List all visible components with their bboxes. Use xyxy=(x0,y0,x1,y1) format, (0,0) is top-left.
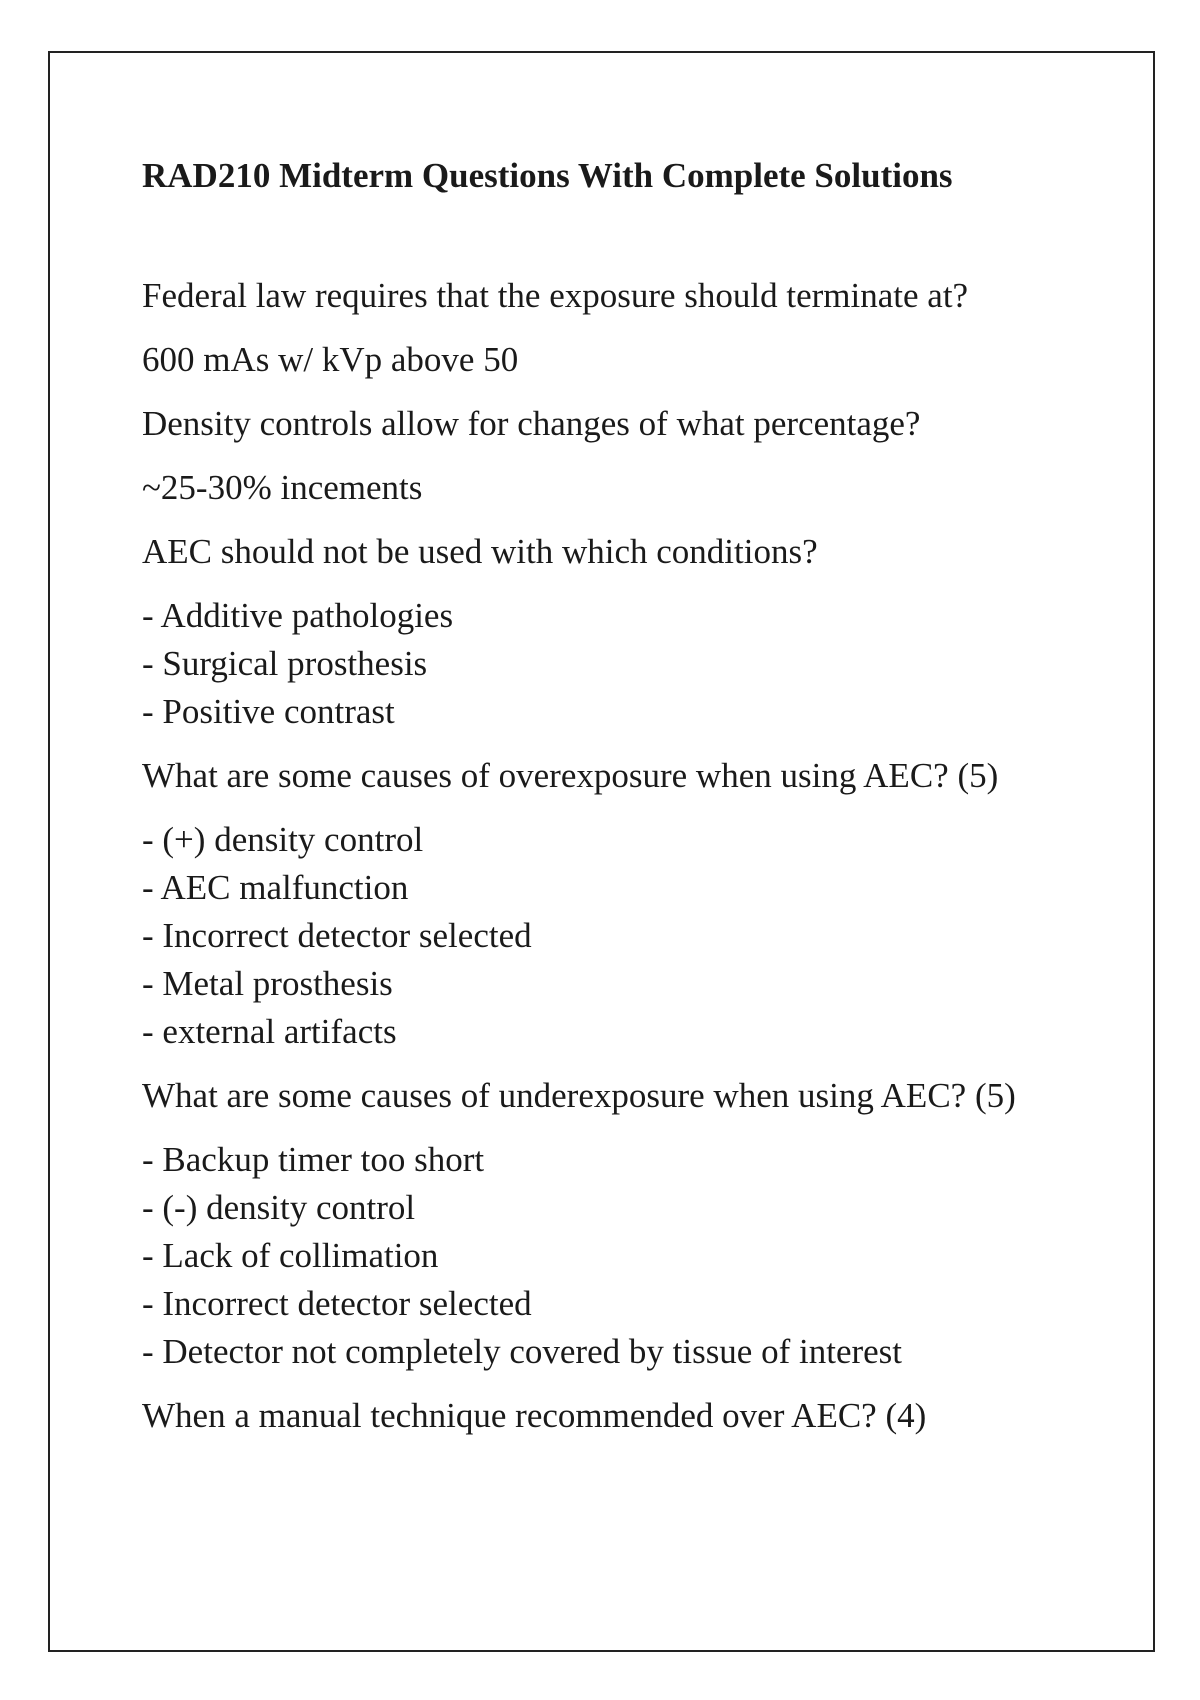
answer-item: - Additive pathologies xyxy=(142,596,454,635)
question-text: What are some causes of overexposure when using AEC? (5) xyxy=(142,756,999,795)
answer-text: ~25-30% incements xyxy=(142,468,423,507)
qa-block-4 xyxy=(142,752,1102,1056)
answer-list xyxy=(142,592,1102,736)
answer-item: - Metal prosthesis xyxy=(142,964,393,1003)
answer-item: - Lack of collimation xyxy=(142,1236,439,1275)
question-text: Federal law requires that the exposure should terminate at? xyxy=(142,276,969,315)
qa-block-2 xyxy=(142,400,1102,512)
answer-item: - Backup timer too short xyxy=(142,1140,485,1179)
answer-item: - AEC malfunction xyxy=(142,868,409,907)
answer-list xyxy=(142,816,1102,1056)
answer-item: - Detector not completely covered by tissue of interest xyxy=(142,1332,903,1371)
answer-list xyxy=(142,1136,1102,1376)
answer-item: - Surgical prosthesis xyxy=(142,644,428,683)
question-text: Density controls allow for changes of what percentage? xyxy=(142,404,921,443)
answer-item: - Incorrect detector selected xyxy=(142,916,532,955)
answer-item: - external artifacts xyxy=(142,1012,397,1051)
document-title: RAD210 Midterm Questions With Complete Solutions xyxy=(142,156,953,195)
question-text: What are some causes of underexposure when using AEC? (5) xyxy=(142,1076,1016,1115)
question-text: When a manual technique recommended over AEC? (4) xyxy=(142,1396,927,1435)
answer-item: - Incorrect detector selected xyxy=(142,1284,532,1323)
document-body xyxy=(142,152,1102,1456)
qa-block-1 xyxy=(142,272,1102,384)
answer-item: - (-) density control xyxy=(142,1188,416,1227)
question-text: AEC should not be used with which conditions? xyxy=(142,532,818,571)
answer-text: 600 mAs w/ kVp above 50 xyxy=(142,340,519,379)
qa-block-3 xyxy=(142,528,1102,736)
answer-item: - Positive contrast xyxy=(142,692,395,731)
qa-block-5 xyxy=(142,1072,1102,1376)
qa-block-6 xyxy=(142,1392,1102,1440)
answer-item: - (+) density control xyxy=(142,820,424,859)
